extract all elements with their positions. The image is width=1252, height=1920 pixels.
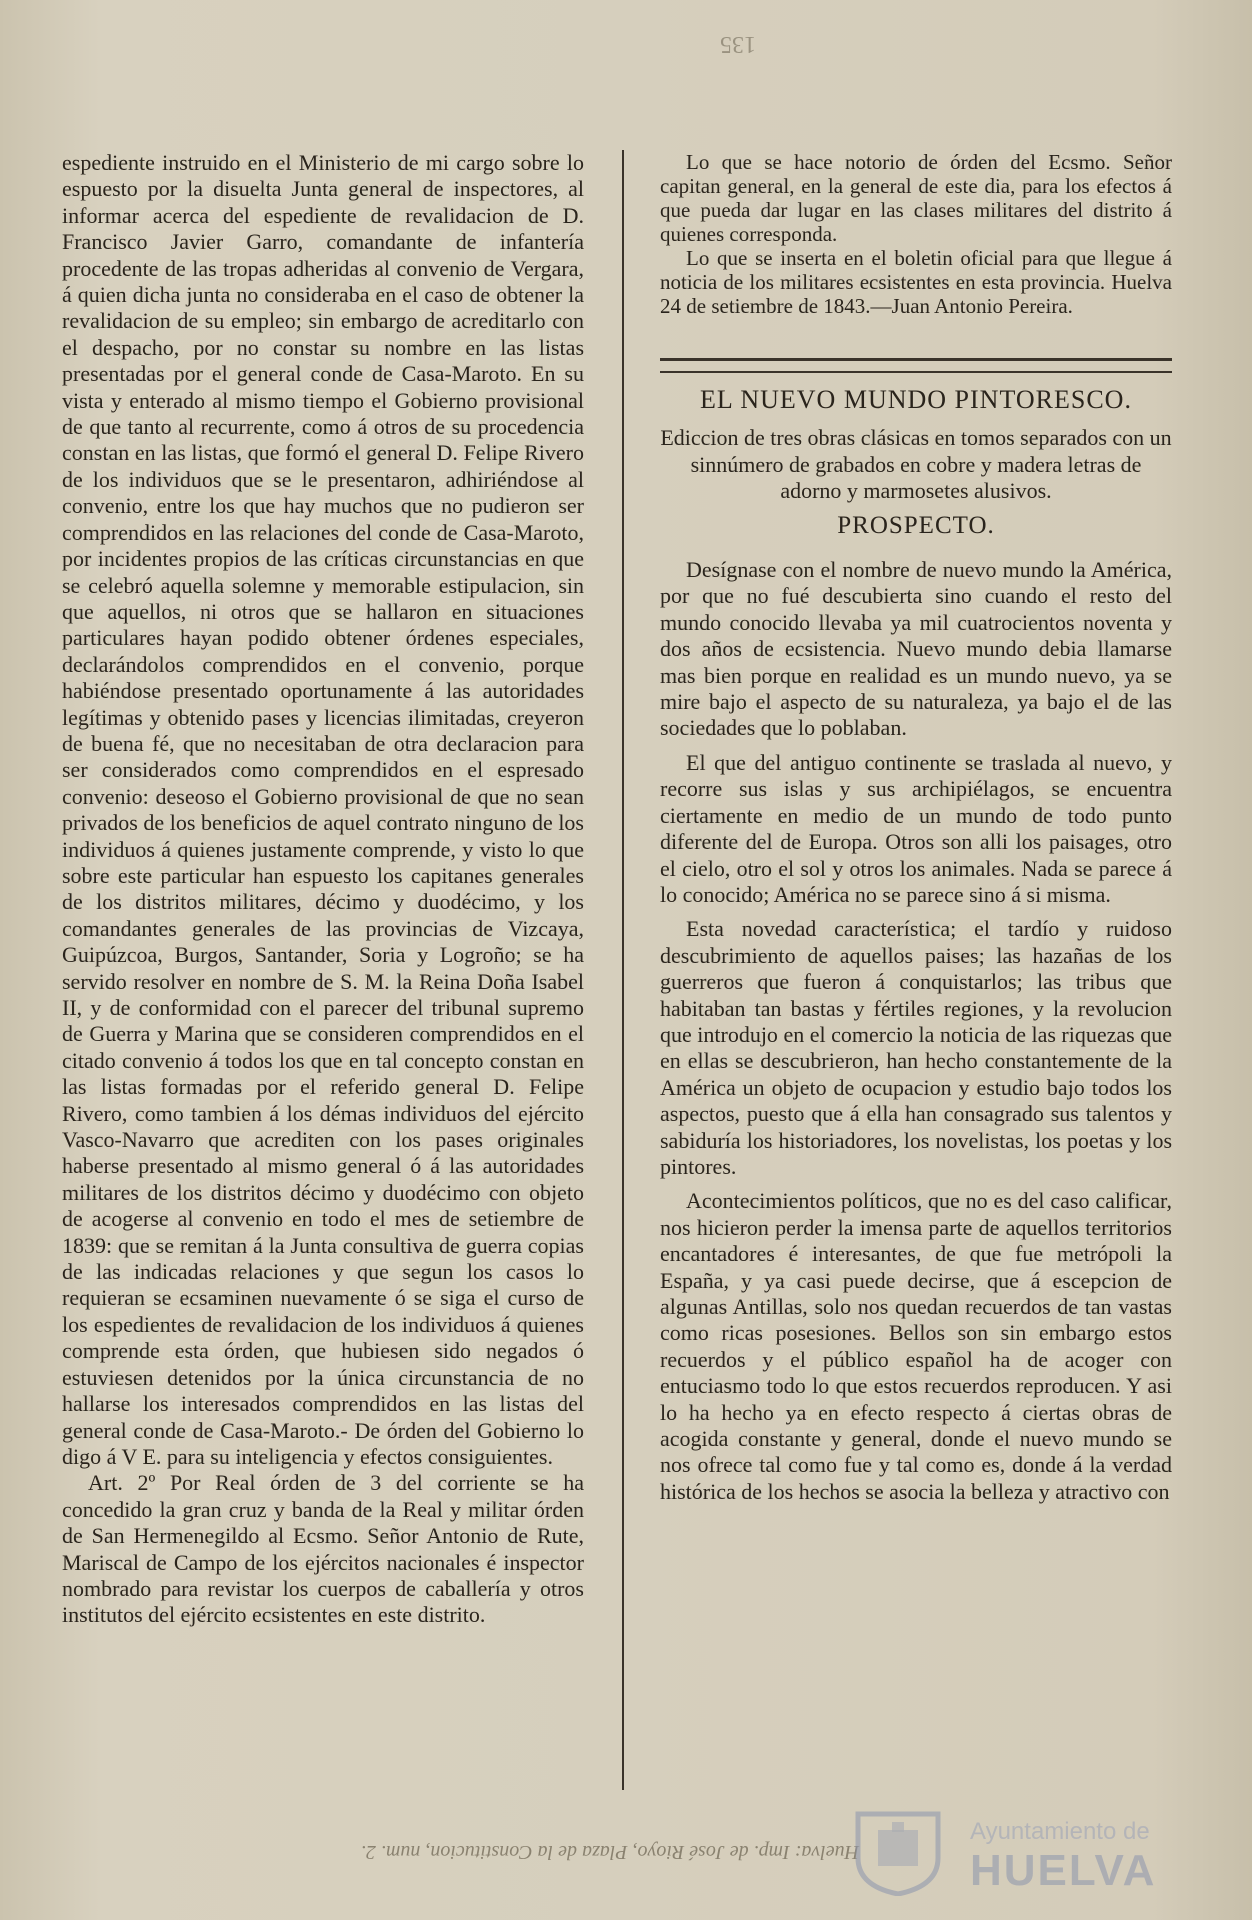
watermark (848, 1808, 1178, 1896)
prospecto-heading: PROSPECTO. (837, 511, 995, 539)
prospecto-paragraph-4: Acontecimientos políticos, que no es del caso calificar, nos hicieron perder la imensa parte de aquellos territorios encantadores é interesantes, de que fue metrópoli la España, y ya casi puede decirse, que á escepcion de algunas Antillas, solo nos quedan recuerdos de tan vastas como ricas posesiones. Bellos son sin embargo estos recuerdos y el público español ha de acoger con entuciasmo todo lo que estos recuerdos reproducen. Y asi lo ha hecho ya en efecto respecto á ciertas obras de acogida constante y general, donde el nuevo mundo se nos ofrece tal como fue y tal como es, donde á la verdad histórica de los hechos se asocia la belleza y atractivo con (660, 1188, 1172, 1504)
left-column (62, 150, 584, 1629)
left-paragraph-1: espediente instruido en el Ministerio de mi cargo sobre lo espuesto por la disuelta Junta general de inspectores, al informar acerca del espediente de revalidacion de D. Francisco Javier Garro, comandante de infantería procedente de las tropas adheridas al convenio de Vergara, á quien dicha junta no consideraba en el caso de obtener la revalidacion de su empleo; sin embargo de acreditarlo con el despacho, por no constar su nombre en las listas presentadas por el general conde de Casa-Maroto. En su vista y enterado al mismo tiempo el Gobierno provisional de que tanto al recurrente, como á otros de su procedencia constan en las listas, que formó el general D. Felipe Rivero de los individuos que se le presentaron, adhiriéndose al convenio, entre los que hay muchos que no pudieron ser comprendidos en las relaciones del conde de Casa-Maroto, por incidentes propios de las críticas circunstancias en que se celebró aquella solemne y memorable estipulacion, sin que aquellos, ni otros que se hallaron en situaciones particulares hayan podido obtener órdenes especiales, declarándolos comprendidos en el convenio, porque habiéndose presentado oportunamente á las autoridades legítimas y obtenido pases y licencias ilimitadas, creyeron de buena fé, que no necesitaban de otra declaracion para ser considerados como comprendidos en el espresado convenio: deseoso el Gobierno provisional de que no sean privados de los beneficios de aquel contrato ninguno de los individuos á quienes justamente comprende, y visto lo que sobre este particular han espuesto los capitanes generales de los distritos militares, décimo y duodécimo, y los comandantes generales de las provincias de Vizcaya, Guipúzcoa, Burgos, Santander, Soria y Logroño; se ha servido resolver en nombre de S. M. la Reina Doña Isabel II, y de conformidad con el parecer del tribunal supremo de Guerra y Marina que se consideren comprendidos en el citado convenio á todos los que en tal concepto constan en las listas formadas por el referido general D. Felipe Rivero, como tambien á los démas individuos del ejército Vasco-Navarro que acrediten con los pases originales haberse presentado al mismo general ó á las autoridades militares de los distritos décimo y duodécimo con objeto de acogerse al convenio en todo el mes de setiembre de 1839: que se remitan á la Junta consultiva de guerra copias de las indicadas relaciones y que segun los casos lo requieran se ecsaminen nuevamente ó se siga el curso de los espedientes de revalidacion de los individuos á quienes comprende esta órden, que hubiesen sido negados ó estuviesen detenidos por la única circunstancia de no hallarse los interesados comprendidos en las listas del general conde de Casa-Maroto.- De órden del Gobierno lo digo á V E. para su inteligencia y efectos consiguientes. (62, 150, 584, 1469)
section-divider (660, 358, 1172, 373)
prospecto-paragraph-2: El que del antiguo continente se traslada al nuevo, y recorre sus islas y sus archipiélagos, se encuentra ciertamente en medio de un mundo de todo punto diferente del de Europa. Otros son alli los paisages, otro el cielo, otro el sol y otros los animales. Nada se parece á lo conocido; América no se parece sino á si misma. (660, 749, 1172, 907)
page-number: 135 (720, 31, 756, 57)
prospecto-paragraph-3: Esta novedad característica; el tardío y ruidoso descubrimiento de aquellos paises; las hazañas de los guerreros que fueron á conquistarlos; las tribus que habitaban tan bastas y fértiles regiones, y la revolucion que introdujo en el comercio la noticia de las riquezas que en ellas se descubrieron, han hecho constantemente de la América un objeto de ocupacion y estudio bajo todos los aspectos, puesto que á ella han consagrado sus talentos y sabiduría los historiadores, los novelistas, los poetas y los pintores. (660, 916, 1172, 1179)
right-column (660, 150, 1172, 1513)
left-paragraph-2: Art. 2º Por Real órden de 3 del corriente se ha concedido la gran cruz y banda de la Real y militar órden de San Hermenegildo al Ecsmo. Señor Antonio de Rute, Mariscal de Campo de los ejércitos nacionales é inspector nombrado para revistar los cuerpos de caballería y otros institutos del ejército ecsistentes en este distrito. (62, 1470, 584, 1628)
section-subheading: Ediccion de tres obras clásicas en tomos separados con un sinnúmero de grabados en cobre y madera letras de adorno y marmosetes alusivos. (660, 425, 1172, 504)
bleed-through-imprint: Huelva: Imp. de José Rioyo, Plaza de la Constitucion, num. 2. (360, 1841, 860, 1863)
section-heading: EL NUEVO MUNDO PINTORESCO. (700, 385, 1132, 414)
prospecto-body (660, 557, 1172, 1505)
city-shield-icon (848, 1808, 948, 1896)
column-divider (622, 150, 624, 1790)
prospecto-paragraph-1: Desígnase con el nombre de nuevo mundo la América, por que no fué descubierta sino cuando el resto del mundo conocido llevaba ya mil cuatrocientos noventa y dos años de ecsistencia. Nuevo mundo debia llamarse mas bien porque en realidad es un mundo nuevo, ya se mire bajo el aspecto de su naturaleza, ya bajo el de las sociedades que lo poblaban. (660, 557, 1172, 741)
notice-paragraph-2: Lo que se inserta en el boletin oficial para que llegue á noticia de los militares ecsistentes en esta provincia. Huelva 24 de setiembre de 1843.—Juan Antonio Pereira. (660, 246, 1172, 318)
watermark-line-1: Ayuntamiento de (970, 1818, 1150, 1845)
watermark-line-2: HUELVA (970, 1846, 1157, 1895)
notice-paragraph-1: Lo que se hace notorio de órden del Ecsmo. Señor capitan general, en la general de este dia, para los efectos á que pueda dar lugar en las clases militares del distrito á quienes corresponda. (660, 150, 1172, 246)
